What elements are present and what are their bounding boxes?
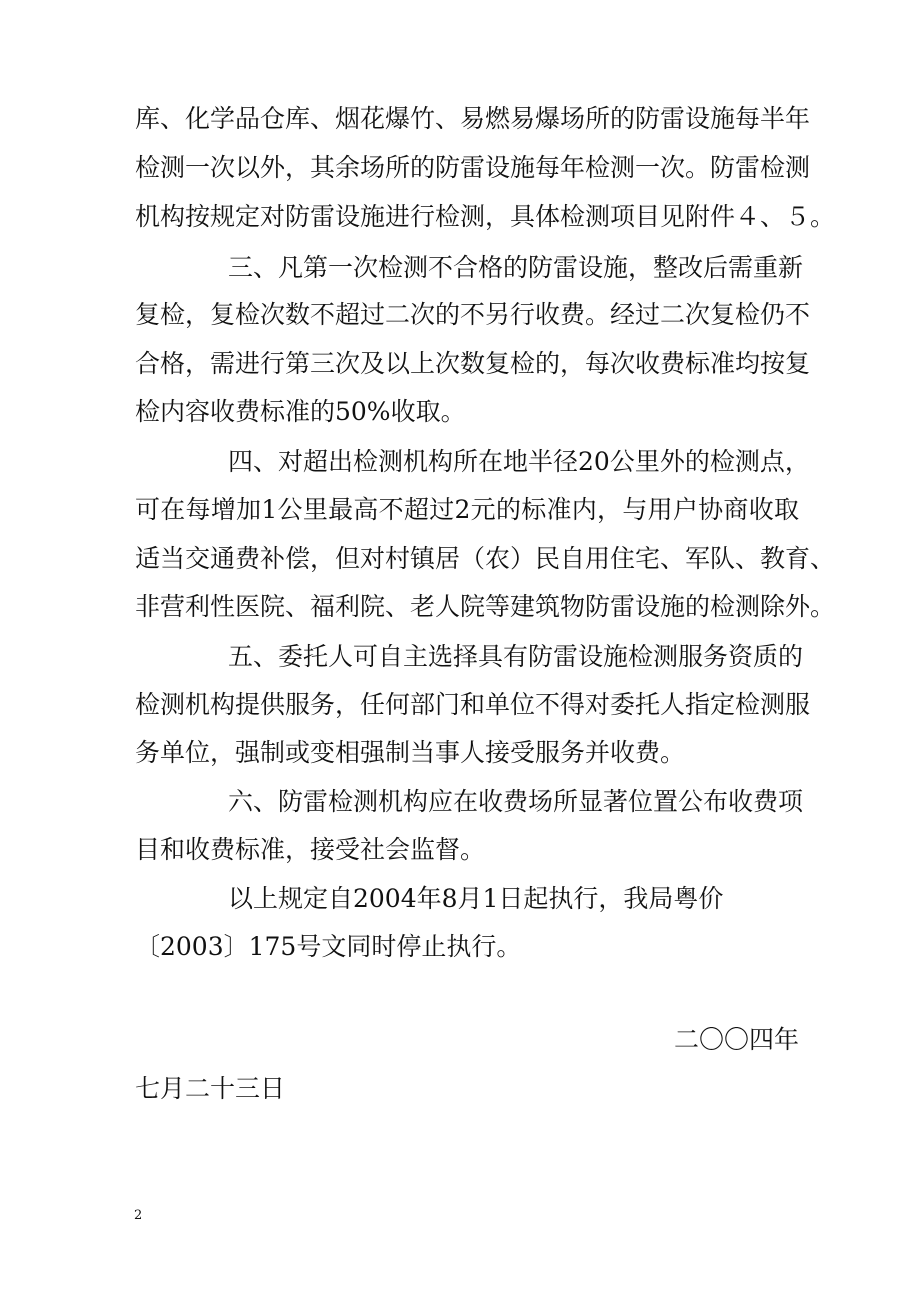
date-day: 七月二十三日 <box>135 1074 286 1103</box>
text-line: 合格，需进行第三次及以上次数复检的，每次收费标准均按复 <box>135 349 811 378</box>
page-number: 2 <box>134 1208 143 1223</box>
text-line: 三、凡第一次检测不合格的防雷设施，整改后需重新 <box>228 253 804 282</box>
text-line: 非营利性医院、福利院、老人院等建筑物防雷设施的检测除外。 <box>135 592 836 621</box>
text-line: 适当交通费补偿，但对村镇居（农）民自用住宅、军队、教育、 <box>135 544 836 573</box>
text-line: 检测一次以外，其余场所的防雷设施每年检测一次。防雷检测 <box>135 153 811 182</box>
text-line: 可在每增加1公里最高不超过2元的标准内，与用户协商收取 <box>135 495 799 524</box>
text-line: 六、防雷检测机构应在收费场所显著位置公布收费项 <box>228 787 804 816</box>
text-line: 四、对超出检测机构所在地半径20公里外的检测点， <box>228 447 810 476</box>
text-line: 务单位，强制或变相强制当事人接受服务并收费。 <box>135 738 686 767</box>
text-line: 以上规定自2004年8月1日起执行，我局粤价 <box>228 884 724 913</box>
text-line: 库、化学品仓库、烟花爆竹、易燃易爆场所的防雷设施每半年 <box>135 104 811 133</box>
text-line: 五、委托人可自主选择具有防雷设施检测服务资质的 <box>228 642 804 671</box>
text-line: 复检，复检次数不超过二次的不另行收费。经过二次复检仍不 <box>135 300 811 329</box>
text-line: 目和收费标准，接受社会监督。 <box>135 835 486 864</box>
text-line: 〔2003〕175号文同时停止执行。 <box>135 932 522 961</box>
text-line: 机构按规定对防雷设施进行检测，具体检测项目见附件４、５。 <box>135 202 836 231</box>
date-year: 二〇〇四年 <box>673 1025 799 1054</box>
text-line: 检内容收费标准的50%收取。 <box>135 397 466 426</box>
text-line: 检测机构提供服务，任何部门和单位不得对委托人指定检测服 <box>135 690 811 719</box>
